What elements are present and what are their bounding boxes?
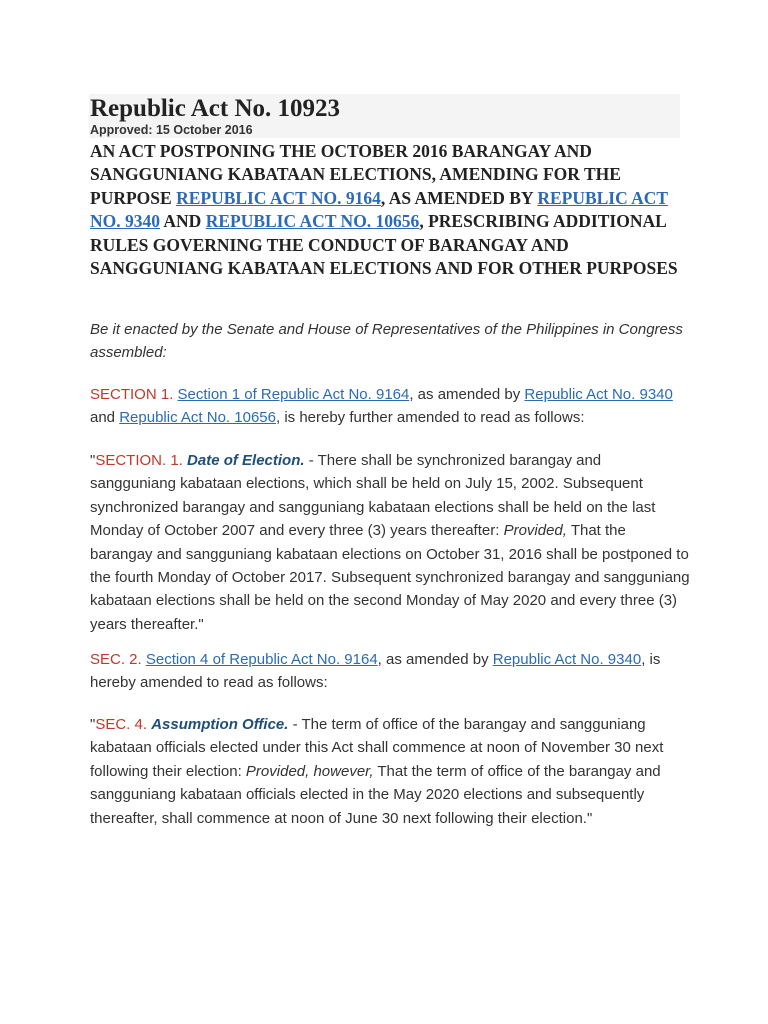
act-title-text: AN ACT POSTPONING THE OCTOBER 2016 BARANGAY AND SANGGUNIANG KABATAAN ELECTIONS, AMENDING FOR THE PURPOSE <box>90 141 621 208</box>
link-ra-10656[interactable]: REPUBLIC ACT NO. 10656 <box>205 211 420 232</box>
section-text: , as amended by <box>409 386 525 403</box>
section-text: and <box>90 409 120 427</box>
section-1 <box>90 383 690 430</box>
act-title-text: AND <box>160 211 206 232</box>
approval-date: Approved: 15 October 2016 <box>90 123 253 137</box>
act-title-text: , PRESCRIBING ADDITIONAL RULES GOVERNING THE CONDUCT OF BARANGAY AND SANGGUNIANG KABATAAN ELECTIONS AND FOR OTHER PURPOSES <box>90 211 678 279</box>
section-text: , is hereby amended to read as follows: <box>90 651 661 692</box>
proviso: Provided, however, <box>245 762 374 780</box>
proviso: Provided, <box>503 522 567 540</box>
link-ra-9340[interactable]: Republic Act No. 9340 <box>492 651 642 668</box>
section-heading: Assumption Office. <box>151 716 289 733</box>
section-4-amended-text <box>90 713 690 830</box>
act-long-title <box>90 140 690 280</box>
section-label: SECTION 1. <box>90 386 174 403</box>
section-text: , is hereby further amended to read as follows: <box>275 409 585 427</box>
section-label: SECTION. 1. <box>95 452 183 469</box>
page-title: Republic Act No. 10923 <box>90 95 340 122</box>
open-quote: " <box>90 716 96 733</box>
section-label: SEC. 2. <box>90 651 142 668</box>
section-label: SEC. 4. <box>95 716 148 733</box>
enacting-clause: Be it enacted by the Senate and House of Representatives of the Philippines in Congress assembled: <box>90 321 683 362</box>
link-section-1-ra-9164[interactable]: Section 1 of Republic Act No. 9164 <box>177 386 410 403</box>
section-text: - The term of office of the barangay and sangguniang kabataan officials elected under this Act shall commence at noon of November 30 next following their election: <box>90 716 664 780</box>
link-section-4-ra-9164[interactable]: Section 4 of Republic Act No. 9164 <box>145 651 378 668</box>
link-ra-9340[interactable]: Republic Act No. 9340 <box>524 386 673 403</box>
act-title-text: , AS AMENDED BY <box>380 187 538 208</box>
section-2 <box>90 648 690 695</box>
link-ra-10656[interactable]: Republic Act No. 10656 <box>119 409 276 427</box>
link-ra-9340[interactable]: REPUBLIC ACT NO. 9340 <box>90 187 669 232</box>
section-text: - There shall be synchronized barangay and sangguniang kabataan elections, which shall be held on July 15, 2002. Subsequent synchronized barangay and sangguniang kabataan elections shall be held on the last Monday of October 2007 and every three (3) years thereafter: <box>90 452 656 540</box>
section-heading: Date of Election. <box>187 452 305 469</box>
open-quote: " <box>90 452 96 469</box>
section-text: That the term of office of the barangay and sangguniang kabataan officials elected in the May 2020 elections and subsequently thereafter, shall commence at noon of June 30 next following their election." <box>90 762 661 827</box>
section-text: , as amended by <box>377 651 493 668</box>
section-text: That the barangay and sangguniang kabataan elections on October 31, 2016 shall be postponed to the fourth Monday of October 2017. Subsequent synchronized barangay and sangguniang kabataan elections shall be held on the second Monday of May 2020 and every three (3) years thereafter." <box>90 522 690 633</box>
section-1-amended-text <box>90 449 690 636</box>
link-ra-9164[interactable]: REPUBLIC ACT NO. 9164 <box>176 187 381 208</box>
